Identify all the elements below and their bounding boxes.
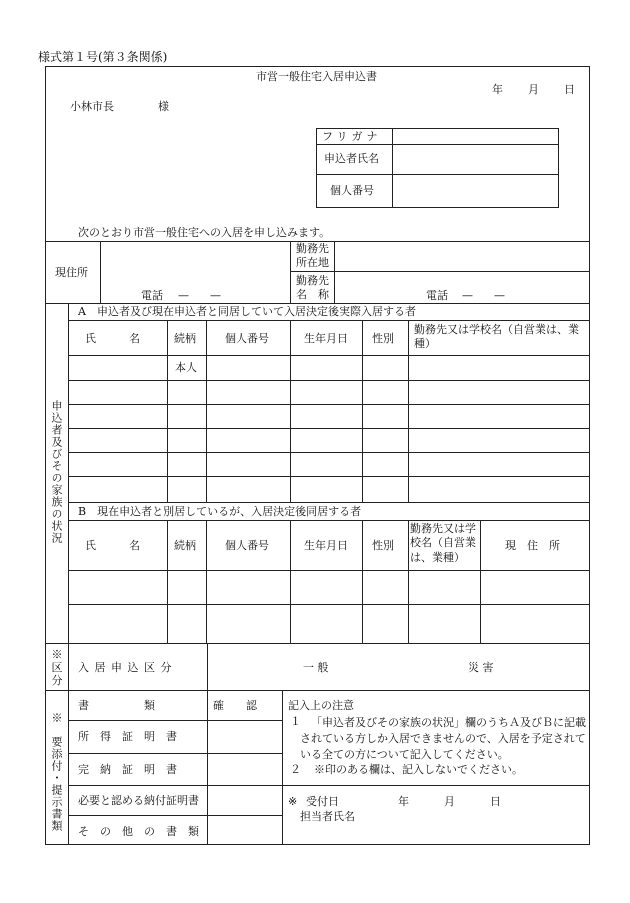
staff-name-label: 担当者氏名 — [300, 810, 355, 823]
date-month: 月 — [528, 83, 539, 96]
document-item: 所 得 証 明 書 — [78, 730, 177, 743]
a-header-workplace: 勤務先又は学校名（自営業は、業種） — [414, 323, 579, 351]
reception-mark: ※ — [288, 795, 298, 808]
category-side-label: ※区分 — [51, 648, 63, 688]
b-header-relation: 続柄 — [174, 539, 196, 552]
current-address-field[interactable] — [102, 243, 288, 283]
b-header-birthdate: 生年月日 — [304, 539, 348, 552]
work-name-label-1: 勤務先 — [296, 274, 329, 287]
confirm-header: 確 認 — [213, 699, 257, 712]
applicant-number-label: 個人番号 — [330, 184, 374, 197]
phone-label: 電話 — [141, 289, 163, 302]
work-phone-label: 電話 — [426, 289, 448, 302]
documents-side-label: ※ 要添付・提示書類 — [50, 712, 63, 832]
b-header-workplace: 勤務先又は学校名（自営業は、業種） — [410, 522, 476, 564]
notes-title: 記入上の注意 — [288, 699, 354, 712]
honorific: 様 — [158, 100, 169, 113]
note-1: 「申込者及びその家族の状況」欄のうちＡ及びＢに記載されている方しか入居できませんので、入居を予定されている全ての方について記入してください。 — [300, 716, 586, 761]
document-item: 完 納 証 明 書 — [78, 763, 177, 776]
work-address-label-2: 所在地 — [296, 256, 329, 269]
applicant-name-field[interactable] — [394, 146, 557, 173]
section-a-title: A 申込者及び現在申込者と同居していて入居決定後実際入居する者 — [78, 305, 416, 318]
note-2: ※印のある欄は、記入しないでください。 — [314, 763, 523, 776]
a-row1-relation: 本人 — [175, 361, 197, 374]
b-header-address: 現 住 所 — [505, 539, 560, 552]
b-header-number: 個人番号 — [225, 539, 269, 552]
work-name-label-2: 名 称 — [296, 288, 329, 301]
category-label: 入 居 申 込 区 分 — [78, 661, 173, 674]
frame-right — [589, 66, 590, 845]
category-general[interactable]: 一 般 — [303, 661, 329, 674]
work-address-label-1: 勤務先 — [296, 242, 329, 255]
form-number: 様式第１号(第３条関係) — [38, 50, 168, 64]
documents-header: 書 類 — [78, 699, 155, 712]
a-header-relation: 続柄 — [174, 332, 196, 345]
a-header-gender: 性別 — [372, 332, 394, 345]
page-title: 市営一般住宅入居申込書 — [256, 70, 377, 83]
frame-left — [45, 66, 46, 845]
applicant-name-label: 申込者氏名 — [324, 152, 379, 165]
a-header-name: 氏 名 — [85, 332, 140, 345]
date-day: 日 — [564, 83, 575, 96]
furigana-label: フリガナ — [322, 130, 382, 143]
section-b-title: B 現在申込者と別居しているが、入居決定後同居する者 — [78, 505, 362, 518]
document-item: そ の 他 の 書 類 — [78, 825, 199, 838]
applicant-number-field[interactable] — [394, 176, 557, 206]
b-header-name: 氏 名 — [85, 539, 140, 552]
a-header-birthdate: 生年月日 — [304, 332, 348, 345]
category-disaster[interactable]: 災 害 — [468, 661, 494, 674]
family-side-label: 申込者及びその家族の状況 — [50, 400, 63, 544]
frame-top — [45, 66, 590, 67]
intro-text: 次のとおり市営一般住宅への入居を申し込みます。 — [78, 226, 331, 239]
a-header-number: 個人番号 — [225, 332, 269, 345]
current-address-label: 現住所 — [55, 266, 88, 279]
document-item: 必要と認める納付証明書 — [78, 794, 199, 807]
date-year: 年 — [492, 83, 503, 96]
addressee: 小林市長 — [70, 100, 114, 113]
reception-date-label: 受付日 — [306, 795, 339, 808]
frame-bottom — [45, 844, 590, 845]
b-header-gender: 性別 — [372, 539, 394, 552]
